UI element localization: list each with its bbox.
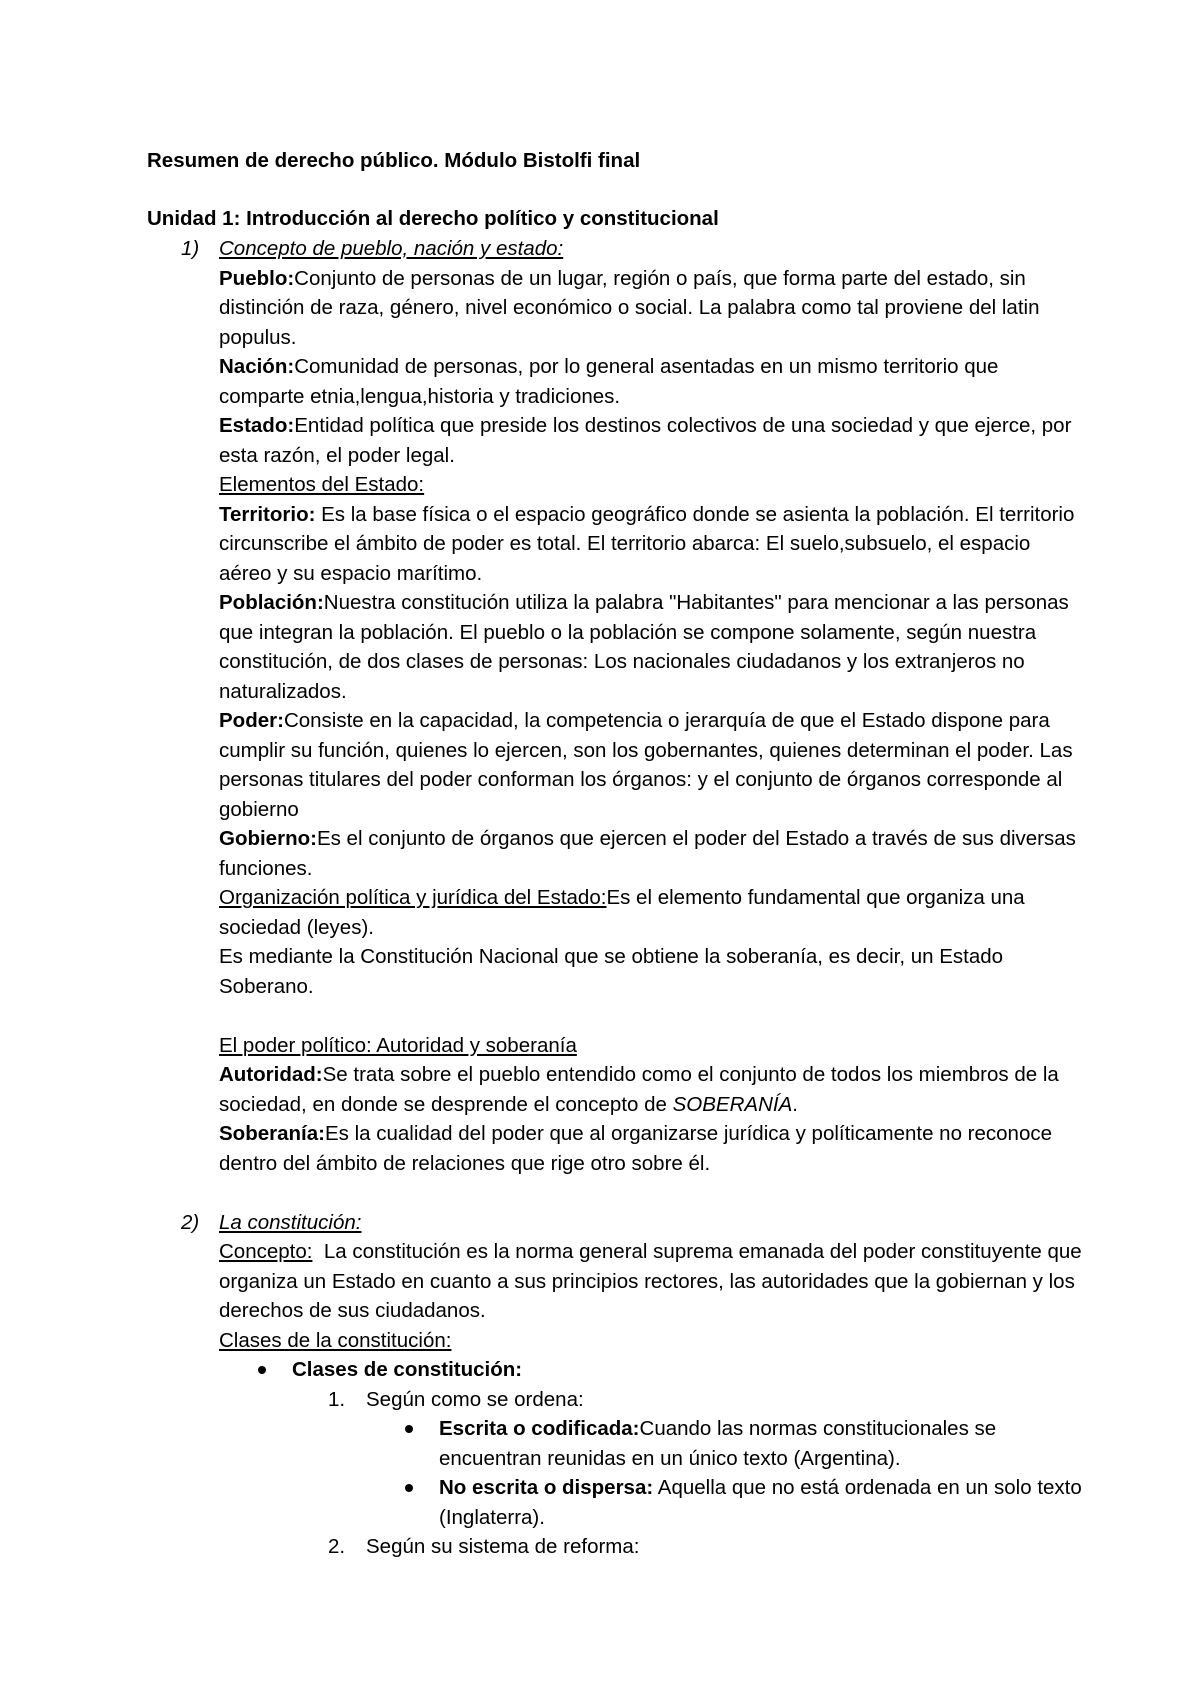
list-item-1-heading <box>147 234 1087 264</box>
term-autoridad: Autoridad: <box>219 1063 323 1086</box>
term-territorio: Territorio: <box>219 502 316 526</box>
list-number: 1. <box>328 1387 346 1411</box>
definition-organizacion <box>219 883 1087 942</box>
item-2-body <box>147 1237 1087 1355</box>
term-gobierno: Gobierno: <box>219 827 317 850</box>
subheading-concepto: Concepto: <box>219 1240 313 1263</box>
subheading-poder-politico: El poder político: Autoridad y soberanía <box>219 1033 577 1057</box>
numbered-item-1 <box>147 1385 1087 1415</box>
text-poder: Consiste en la capacidad, la competencia o jerarquía de que el Estado dispone para cumplir su función, quienes lo ejercen, son los gobernantes, quienes determinan el poder. Las personas titulares del poder conforman los órganos: y el conjunto de órganos corresponde al gobierno <box>219 709 1073 821</box>
list-item-2-heading <box>147 1208 1087 1238</box>
text-organizacion: Es el elemento fundamental que organiza una sociedad (leyes). <box>219 886 1025 939</box>
definition-concepto <box>219 1237 1087 1326</box>
definition-poder <box>219 706 1087 824</box>
definition-territorio <box>219 500 1087 589</box>
text-soberania: Es la cualidad del poder que al organizarse jurídica y políticamente no reconoce dentro del ámbito de relaciones que rige otro sobre él. <box>219 1122 1053 1175</box>
section-heading: Concepto de pueblo, nación y estado: <box>219 237 564 260</box>
text-territorio: Es la base física o el espacio geográfico donde se asienta la población. El territorio circunscribe el ámbito de poder es total. El territorio abarca: El suelo,subsuelo, el espacio aéreo y su espacio marítimo. <box>219 502 1075 585</box>
text-concepto: La constitución es la norma general suprema emanada del poder constituyente que organiza un Estado en cuanto a sus principios rectores, las autoridades que la gobiernan y los derechos de sus ciudadanos. <box>219 1240 1088 1322</box>
term-nacion: Nación: <box>219 355 295 378</box>
numbered-item-text: Según su sistema de reforma: <box>366 1535 640 1558</box>
text-poblacion: Nuestra constitución utiliza la palabra "Habitantes" para mencionar a las personas que integran la población. El pueblo o la población se compone solamente, según nuestra constitución, de dos clases de personas: Los nacionales ciudadanos y los extranjeros no naturalizados. <box>219 591 1069 703</box>
bullet-clases-text: Clases de constitución: <box>292 1358 523 1381</box>
definition-soberania <box>219 1119 1087 1178</box>
bullet-escrita <box>147 1414 1087 1473</box>
term-soberania: Soberanía: <box>219 1122 325 1145</box>
unit-1-title: Unidad 1: Introducción al derecho político y constitucional <box>147 207 719 230</box>
document-body <box>147 146 1087 1562</box>
list-number: 2) <box>181 1210 200 1234</box>
numbered-item-text: Según como se ordena: <box>366 1387 584 1411</box>
item-1-body <box>147 264 1087 1208</box>
section-heading: La constitución: <box>219 1210 362 1234</box>
term-estado: Estado: <box>219 414 295 437</box>
bullet-dot <box>405 1425 413 1433</box>
definition-poblacion <box>219 588 1087 706</box>
bullet-no-escrita <box>147 1473 1087 1532</box>
definition-estado <box>219 411 1087 470</box>
bullet-dot <box>258 1366 266 1374</box>
definition-autoridad <box>219 1060 1087 1119</box>
subheading-organizacion: Organización política y jurídica del Estado: <box>219 886 607 909</box>
text-pueblo: Conjunto de personas de un lugar, región o país, que forma parte del estado, sin distinción de raza, género, nivel económico o social. La palabra como tal proviene del latin populus. <box>219 266 1040 349</box>
subheading-elementos: Elementos del Estado: <box>219 473 425 496</box>
definition-nacion <box>219 352 1087 411</box>
definition-pueblo <box>219 264 1087 353</box>
text-estado: Entidad política que preside los destinos colectivos de una sociedad y que ejerce, por esta razón, el poder legal. <box>219 414 1072 467</box>
term-no-escrita: No escrita o dispersa: <box>439 1476 654 1499</box>
text-escrita: Cuando las normas constitucionales se encuentran reunidas en un único texto (Argentina). <box>439 1417 997 1470</box>
text-autoridad: Se trata sobre el pueblo entendido como el conjunto de todos los miembros de la sociedad, en donde se desprende el concepto de <box>219 1063 1059 1116</box>
text-nacion: Comunidad de personas, por lo general asentadas en un mismo territorio que comparte etnia,lengua,historia y tradiciones. <box>219 355 999 408</box>
text-autoridad-end: . <box>792 1092 798 1116</box>
blank-line <box>219 1178 1087 1208</box>
term-poder: Poder: <box>219 709 284 732</box>
list-number: 1) <box>181 237 200 260</box>
text-no-escrita: Aquella que no está ordenada en un solo texto (Inglaterra). <box>439 1476 1082 1529</box>
subheading-clases: Clases de la constitución: <box>219 1328 452 1352</box>
document-title: Resumen de derecho público. Módulo Bistolfi final <box>147 149 641 172</box>
definition-gobierno <box>219 824 1087 883</box>
term-escrita: Escrita o codificada: <box>439 1417 640 1440</box>
paragraph-soberano: Es mediante la Constitución Nacional que se obtiene la soberanía, es decir, un Estado Soberano. <box>219 945 1004 998</box>
text-soberania-italic: SOBERANÍA <box>672 1092 793 1116</box>
blank-line <box>219 1001 1087 1031</box>
numbered-item-2 <box>147 1532 1087 1562</box>
list-number: 2. <box>328 1535 346 1558</box>
term-pueblo: Pueblo: <box>219 266 295 290</box>
term-poblacion: Población: <box>219 591 324 614</box>
bullet-dot <box>405 1484 413 1492</box>
text-gobierno: Es el conjunto de órganos que ejercen el poder del Estado a través de sus diversas funciones. <box>219 827 1076 880</box>
bullet-clases <box>147 1355 1087 1385</box>
